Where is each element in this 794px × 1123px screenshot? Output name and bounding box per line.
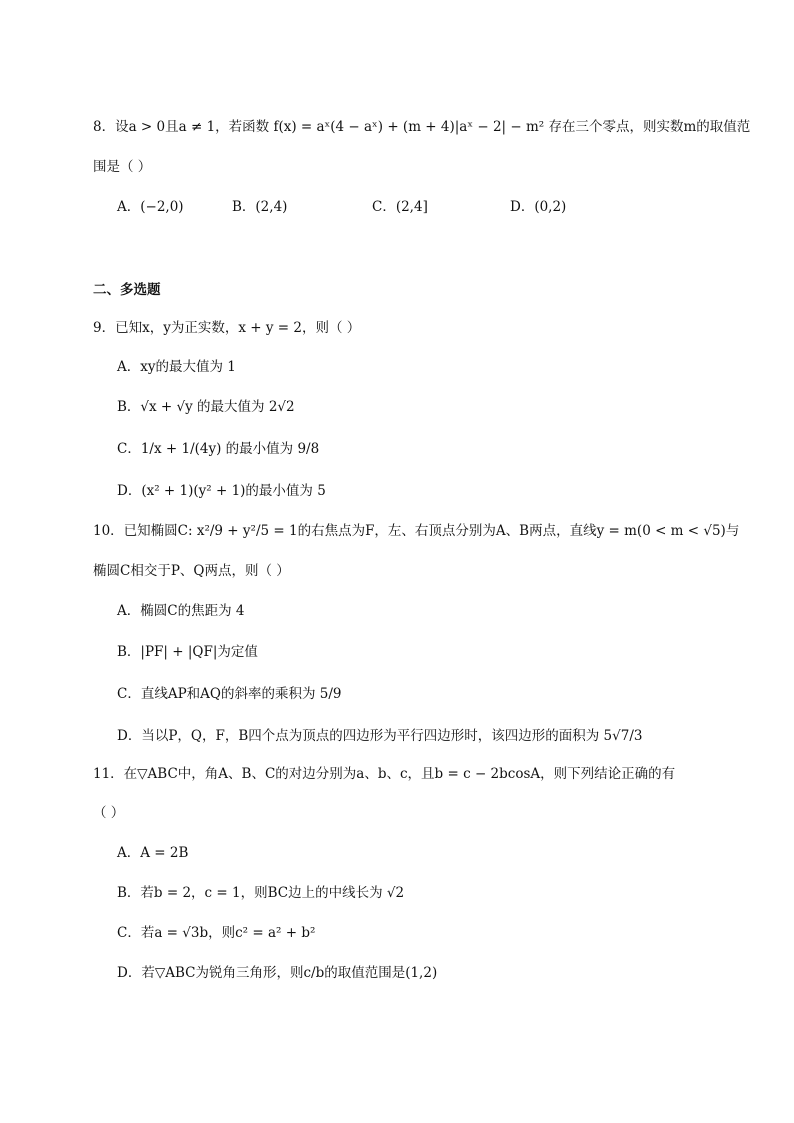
question-11-option-d: D．若▽ABC为锐角三角形，则c/b的取值范围是(1,2): [117, 965, 438, 981]
question-11-stem-cont: （ ）: [93, 805, 125, 821]
question-11-option-a: A．A = 2B: [117, 845, 189, 861]
question-9-option-a: A．xy的最大值为 1: [117, 359, 236, 375]
question-10-option-d: D．当以P，Q，F，B四个点为顶点的四边形为平行四边形时，该四边形的面积为 5√7/3: [117, 728, 643, 744]
question-10-stem: 10．已知椭圆C: x²/9 + y²/5 = 1的右焦点为F，左、右顶点分别为A、B两点，直线y = m(0 < m < √5)与: [93, 523, 740, 539]
question-8-option-d: D．(0,2): [510, 199, 567, 215]
section-title: 二、多选题: [93, 282, 161, 298]
question-11-option-c: C．若a = √3b，则c² = a² + b²: [117, 925, 316, 941]
question-10-stem-cont: 椭圆C相交于P、Q两点，则（ ）: [93, 563, 290, 579]
question-8-option-a: A．(−2,0): [117, 199, 184, 215]
question-9-stem: 9．已知x，y为正实数，x + y = 2，则（ ）: [93, 320, 361, 336]
question-9-option-d: D．(x² + 1)(y² + 1)的最小值为 5: [117, 483, 326, 499]
question-11-stem: 11．在▽ABC中，角A、B、C的对边分别为a、b、c，且b = c − 2bcosA，则下列结论正确的有: [93, 766, 676, 782]
question-11-option-b: B．若b = 2，c = 1，则BC边上的中线长为 √2: [117, 885, 405, 901]
question-10-option-a: A．椭圆C的焦距为 4: [117, 603, 245, 619]
question-9-option-c: C．1/x + 1/(4y) 的最小值为 9/8: [117, 441, 320, 457]
question-10-option-b: B．|PF| + |QF|为定值: [117, 644, 258, 660]
question-8-option-b: B．(2,4): [232, 199, 288, 215]
question-9-option-b: B．√x + √y 的最大值为 2√2: [117, 399, 295, 415]
question-8-stem: 8．设a > 0且a ≠ 1，若函数 f(x) = aˣ(4 − aˣ) + (m + 4)|aˣ − 2| − m² 存在三个零点，则实数m的取值范: [93, 119, 751, 135]
question-10-option-c: C．直线AP和AQ的斜率的乘积为 5/9: [117, 686, 342, 702]
question-8-stem-cont: 围是（ ）: [93, 159, 152, 175]
question-8-option-c: C．(2,4]: [372, 199, 428, 215]
